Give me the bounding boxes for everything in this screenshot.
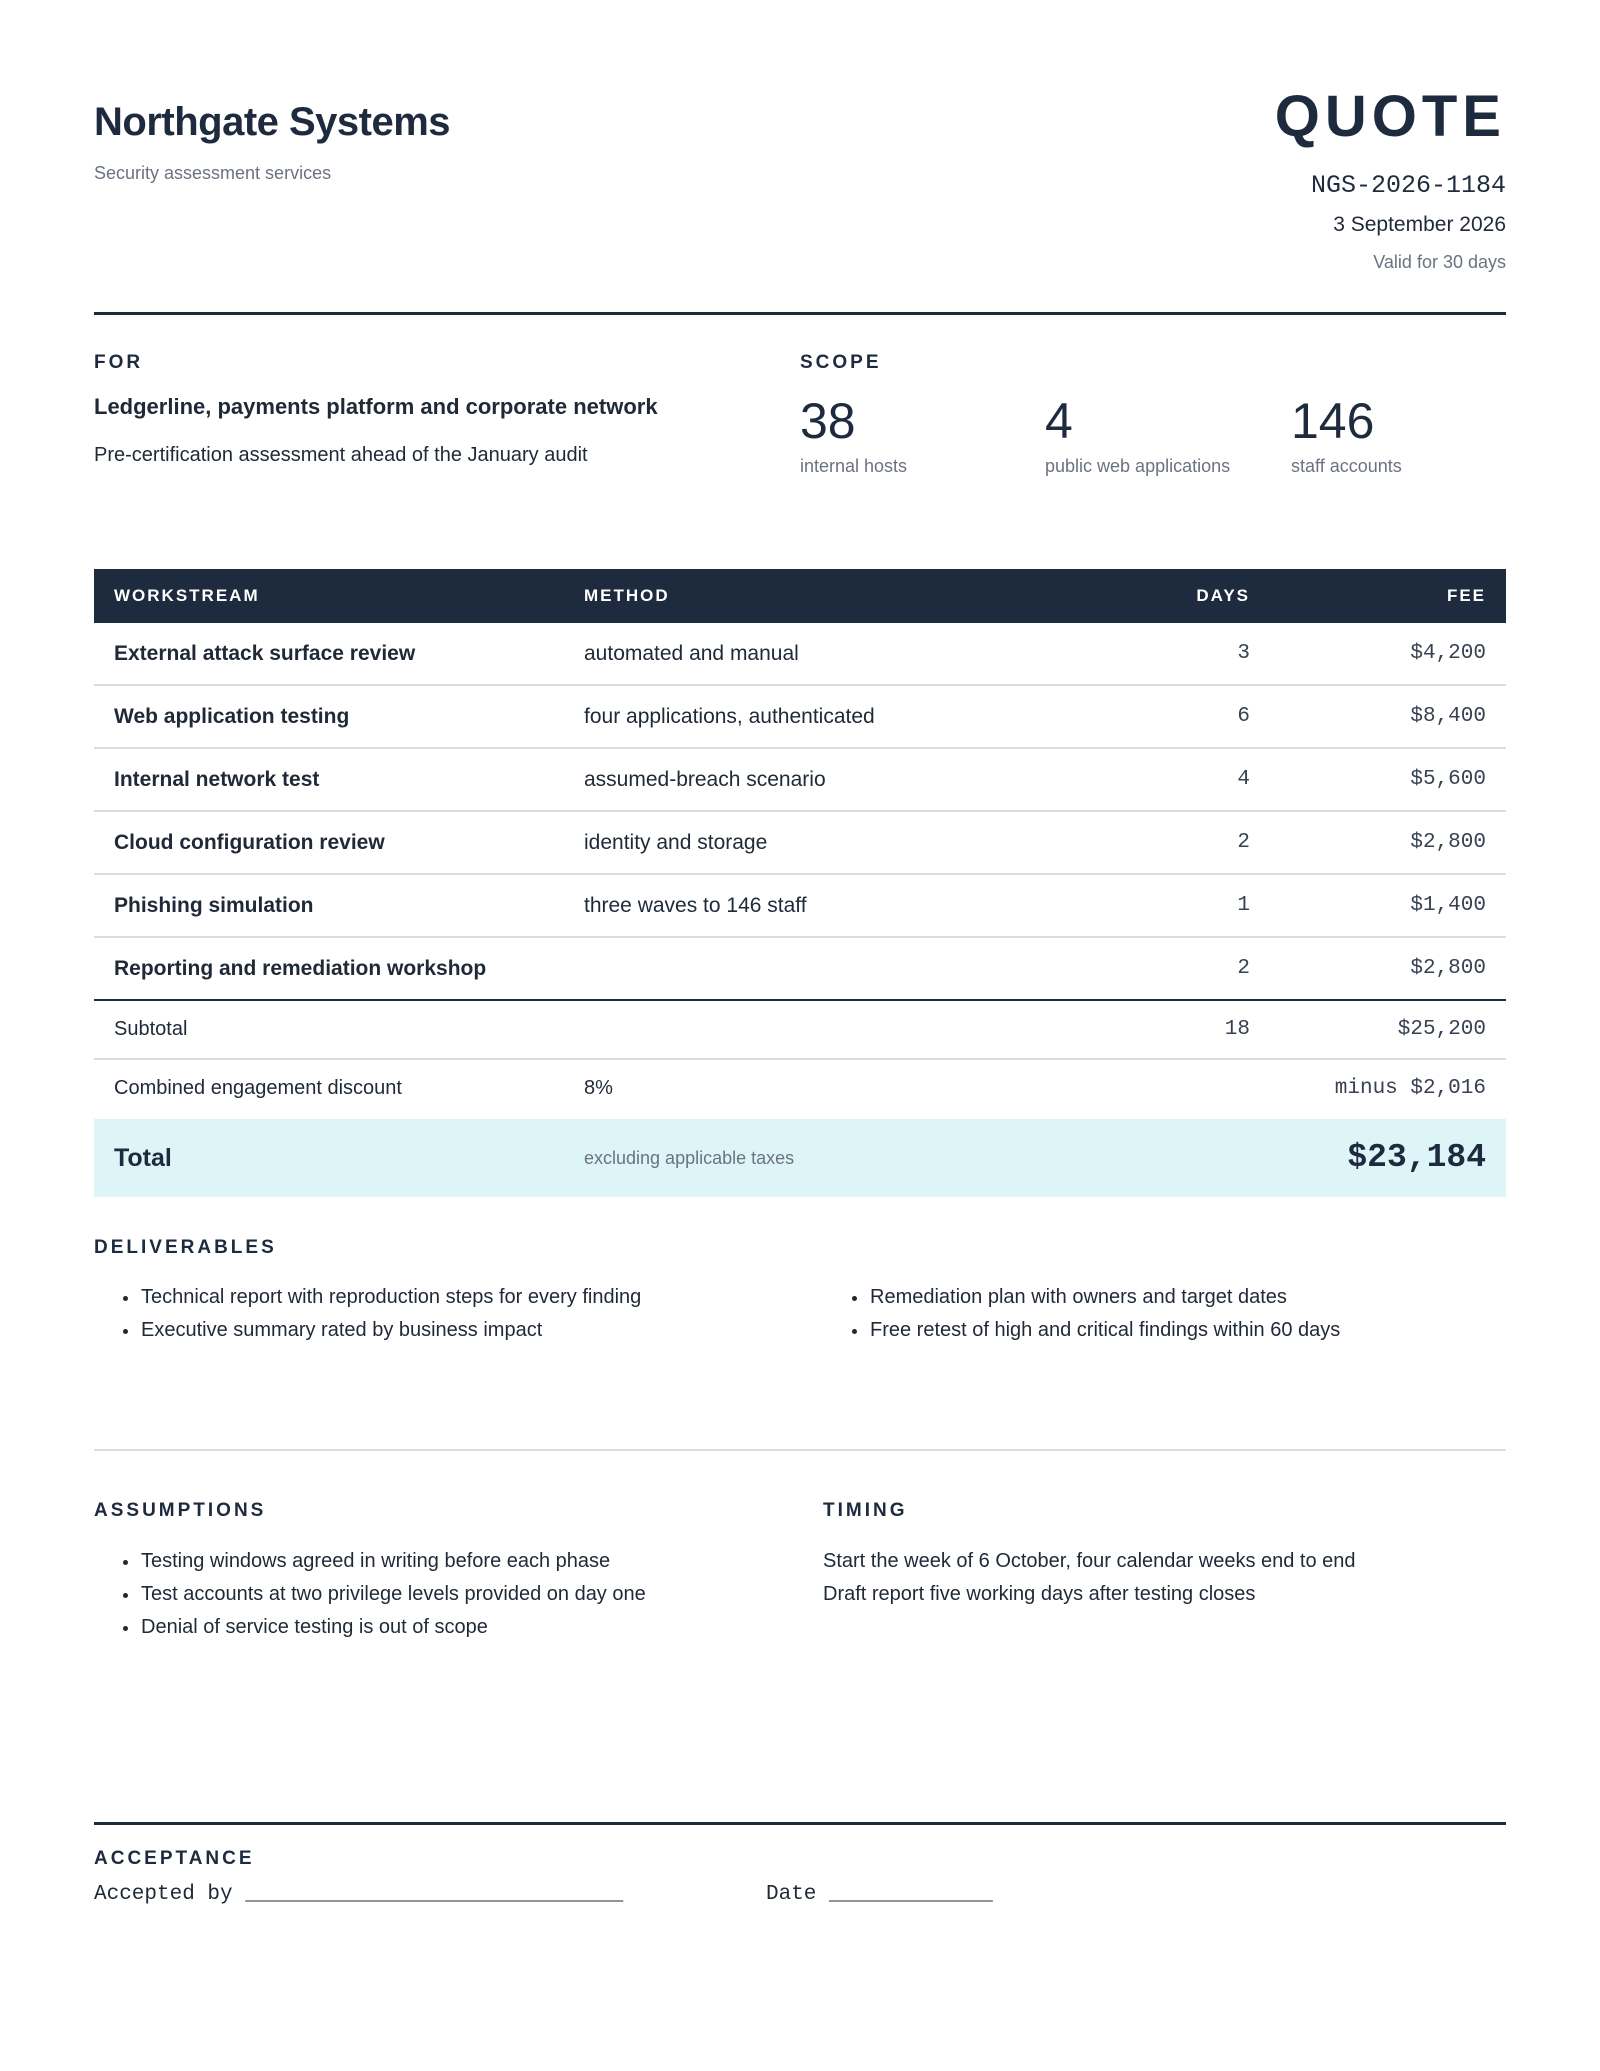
quote-validity: Valid for 30 days [1373, 252, 1506, 272]
workstream-cell: External attack surface review [114, 642, 416, 665]
stat-value: 146 [1291, 393, 1375, 449]
total-label: Total [114, 1144, 172, 1172]
stat-label: public web applications [1045, 456, 1231, 476]
total-row [94, 1119, 1506, 1197]
company-name: Northgate Systems [94, 100, 451, 144]
subtotal-days: 18 [1224, 1018, 1250, 1041]
days-cell: 3 [1237, 642, 1250, 665]
list-item: Free retest of high and critical findings within 60 days [823, 1314, 1340, 1347]
client-name: Ledgerline, payments platform and corporate network [94, 394, 658, 419]
method-cell: automated and manual [584, 642, 799, 665]
days-cell: 1 [1237, 894, 1250, 917]
stat-label: staff accounts [1291, 456, 1402, 476]
timing-line: Draft report five working days after testing closes [823, 1583, 1256, 1605]
pricing-table [94, 569, 1506, 1197]
total-note: excluding applicable taxes [584, 1148, 795, 1168]
table-row [94, 875, 1506, 938]
method-cell: assumed-breach scenario [584, 768, 826, 791]
section-divider [94, 1449, 1506, 1451]
column-header-workstream: WORKSTREAM [114, 586, 260, 605]
deliverables-list-left [94, 1281, 641, 1347]
assumptions-label: ASSUMPTIONS [94, 1500, 267, 1521]
quote-number: NGS-2026-1184 [1310, 171, 1506, 200]
accepted-by-signature-field[interactable]: Accepted by ______________________________ [94, 1883, 624, 1906]
column-header-days: DAYS [1196, 586, 1250, 605]
assumptions-list [94, 1545, 646, 1644]
table-row [94, 686, 1506, 749]
list-item: Executive summary rated by business impact [94, 1314, 641, 1347]
scope-label: SCOPE [800, 352, 882, 373]
timing-line: Start the week of 6 October, four calendar weeks end to end [823, 1550, 1356, 1572]
fee-cell: $4,200 [1410, 642, 1486, 665]
document-type: QUOTE [1274, 84, 1506, 149]
list-item: Testing windows agreed in writing before each phase [94, 1545, 646, 1578]
method-cell: three waves to 146 staff [584, 894, 807, 917]
column-header-method: METHOD [584, 586, 670, 605]
table-row [94, 749, 1506, 812]
discount-label: Combined engagement discount [114, 1077, 402, 1099]
method-cell: identity and storage [584, 831, 768, 854]
fee-cell: $8,400 [1410, 705, 1486, 728]
scope-stat [1045, 393, 1285, 477]
days-cell: 2 [1237, 831, 1250, 854]
deliverables-list-right [823, 1281, 1340, 1347]
list-item: Remediation plan with owners and target dates [823, 1281, 1340, 1314]
subtotal-label: Subtotal [114, 1018, 188, 1040]
workstream-cell: Web application testing [114, 705, 350, 728]
quote-date: 3 September 2026 [1333, 213, 1506, 236]
days-cell: 4 [1237, 768, 1250, 791]
fee-cell: $1,400 [1410, 894, 1486, 917]
subtotal-row [94, 1001, 1506, 1060]
acceptance-date-field[interactable]: Date _____________ [766, 1883, 993, 1906]
column-header-fee: FEE [1446, 586, 1486, 605]
acceptance-label: ACCEPTANCE [94, 1848, 255, 1869]
acceptance-divider [94, 1822, 1506, 1825]
days-cell: 2 [1237, 957, 1250, 980]
table-header [94, 569, 1506, 623]
table-row [94, 623, 1506, 686]
scope-stat [800, 393, 1040, 477]
timing-label: TIMING [823, 1500, 908, 1521]
discount-rate: 8% [584, 1077, 613, 1099]
subtotal-fee: $25,200 [1397, 1018, 1486, 1041]
discount-amount: minus $2,016 [1334, 1077, 1486, 1100]
list-item: Denial of service testing is out of scope [94, 1611, 646, 1644]
workstream-cell: Cloud configuration review [114, 831, 385, 854]
deliverables-label: DELIVERABLES [94, 1237, 277, 1258]
company-tagline: Security assessment services [94, 163, 332, 183]
fee-cell: $2,800 [1410, 957, 1486, 980]
workstream-cell: Internal network test [114, 768, 320, 791]
total-amount: $23,184 [1347, 1139, 1486, 1176]
timing-text [823, 1545, 1356, 1611]
workstream-cell: Reporting and remediation workshop [114, 957, 487, 980]
fee-cell: $2,800 [1410, 831, 1486, 854]
discount-row [94, 1060, 1506, 1119]
days-cell: 6 [1237, 705, 1250, 728]
scope-stat [1291, 393, 1531, 477]
stat-value: 4 [1045, 393, 1073, 449]
quote-document [94, 0, 1506, 2071]
workstream-cell: Phishing simulation [114, 894, 314, 917]
stat-value: 38 [800, 393, 856, 449]
list-item: Test accounts at two privilege levels provided on day one [94, 1578, 646, 1611]
fee-cell: $5,600 [1410, 768, 1486, 791]
table-row [94, 812, 1506, 875]
method-cell: four applications, authenticated [584, 705, 875, 728]
stat-label: internal hosts [800, 456, 908, 476]
for-label: FOR [94, 352, 144, 373]
header-divider [94, 312, 1506, 315]
list-item: Technical report with reproduction steps for every finding [94, 1281, 641, 1314]
table-row [94, 938, 1506, 1001]
engagement-purpose: Pre-certification assessment ahead of the January audit [94, 444, 588, 466]
